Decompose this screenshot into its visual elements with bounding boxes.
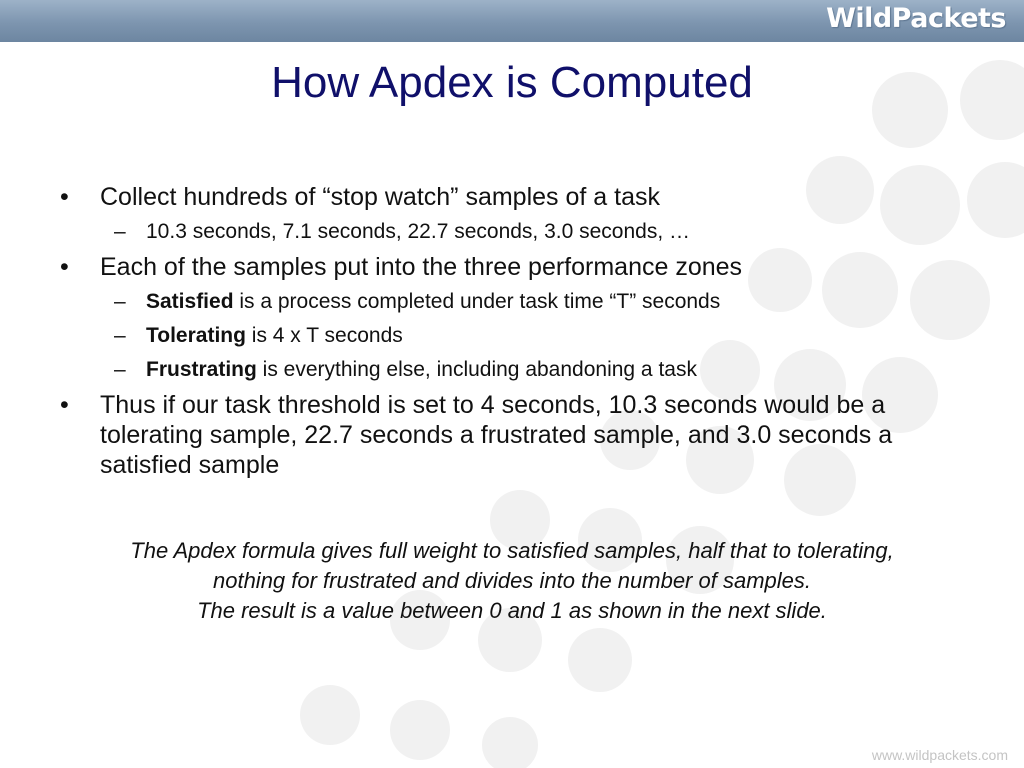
bullet-marker: • — [60, 391, 69, 419]
formula-note-line: The result is a value between 0 and 1 as shown in the next slide. — [197, 598, 827, 623]
formula-note — [0, 536, 1024, 626]
bullet-item — [58, 182, 958, 212]
sub-bullet-item — [58, 356, 958, 383]
zone-name: Frustrating — [146, 358, 257, 381]
sub-bullet-item — [58, 218, 958, 245]
bullet-item — [58, 390, 958, 480]
zone-name: Tolerating — [146, 324, 246, 347]
bullet-marker: • — [60, 253, 69, 281]
bullet-text: Thus if our task threshold is set to 4 seconds, 10.3 seconds would be a tolerating sample, 22.7 seconds a frustrated sample, and 3.0 seconds a satisfied sample — [100, 391, 893, 479]
bullet-item — [58, 252, 958, 282]
bullet-text: Collect hundreds of “stop watch” samples of a task — [100, 183, 660, 211]
sub-bullet-item — [58, 322, 958, 349]
formula-note-line: nothing for frustrated and divides into the number of samples. — [212, 568, 811, 593]
dash-marker: – — [114, 220, 126, 243]
bullet-marker: • — [60, 183, 69, 211]
dash-marker: – — [114, 358, 126, 381]
wildpackets-logo: WildPackets — [826, 3, 1006, 34]
dash-marker: – — [114, 324, 126, 347]
sub-bullet-text: is 4 x T seconds — [245, 324, 403, 347]
sub-bullet-text: is everything else, including abandoning a task — [256, 358, 697, 381]
slide-title: How Apdex is Computed — [271, 58, 753, 107]
bullet-text: Each of the samples put into the three performance zones — [100, 253, 743, 281]
sub-bullet-text: is a process completed under task time “T” seconds — [233, 290, 721, 313]
dash-marker: – — [114, 290, 126, 313]
zone-name: Satisfied — [146, 290, 234, 313]
sub-bullet-text: 10.3 seconds, 7.1 seconds, 22.7 seconds, 3.0 seconds, … — [146, 220, 691, 243]
bullet-list — [58, 182, 958, 486]
formula-note-line: The Apdex formula gives full weight to satisfied samples, half that to tolerating, — [130, 538, 894, 563]
sub-bullet-item — [58, 288, 958, 315]
footer-url: www.wildpackets.com — [871, 747, 1008, 763]
